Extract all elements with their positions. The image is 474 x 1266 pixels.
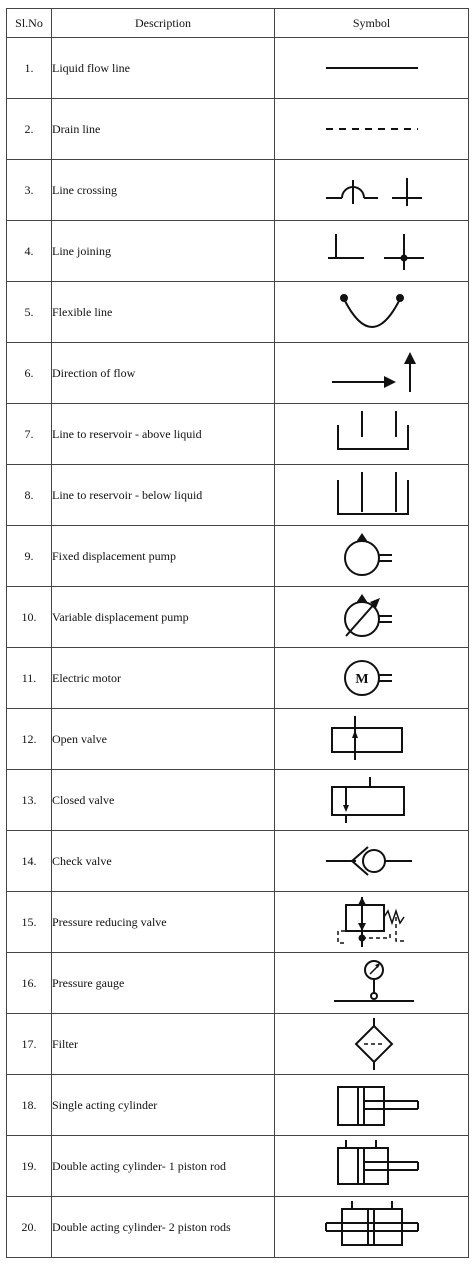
row-description: Line crossing bbox=[52, 160, 275, 221]
row-symbol bbox=[275, 99, 469, 160]
table-row bbox=[7, 892, 469, 953]
row-number: 1. bbox=[7, 38, 52, 99]
double-acting-cylinder-1-rod-icon bbox=[312, 1140, 432, 1192]
flexible-line-icon bbox=[312, 287, 432, 337]
row-description: Variable displacement pump bbox=[52, 587, 275, 648]
row-symbol bbox=[275, 953, 469, 1014]
table-row bbox=[7, 648, 469, 709]
row-symbol bbox=[275, 38, 469, 99]
row-number: 8. bbox=[7, 465, 52, 526]
direction-of-flow-icon bbox=[312, 348, 432, 398]
row-number: 9. bbox=[7, 526, 52, 587]
row-description: Pressure reducing valve bbox=[52, 892, 275, 953]
row-description: Fixed displacement pump bbox=[52, 526, 275, 587]
reservoir-above-liquid-icon bbox=[312, 409, 432, 459]
row-description: Open valve bbox=[52, 709, 275, 770]
row-description: Liquid flow line bbox=[52, 38, 275, 99]
table-row bbox=[7, 1014, 469, 1075]
table-row bbox=[7, 404, 469, 465]
table-row bbox=[7, 953, 469, 1014]
header-sl-no: Sl.No bbox=[7, 9, 52, 38]
row-description: Line joining bbox=[52, 221, 275, 282]
table-row bbox=[7, 770, 469, 831]
row-symbol bbox=[275, 587, 469, 648]
row-description: Line to reservoir - above liquid bbox=[52, 404, 275, 465]
row-symbol bbox=[275, 1136, 469, 1197]
row-symbol bbox=[275, 1197, 469, 1258]
row-number: 16. bbox=[7, 953, 52, 1014]
variable-displacement-pump-icon bbox=[312, 590, 432, 644]
line-crossing-icon bbox=[312, 170, 432, 210]
row-symbol bbox=[275, 526, 469, 587]
electric-motor-icon bbox=[312, 656, 432, 700]
header-description: Description bbox=[52, 9, 275, 38]
row-number: 14. bbox=[7, 831, 52, 892]
table-row bbox=[7, 587, 469, 648]
table-row bbox=[7, 1136, 469, 1197]
row-number: 15. bbox=[7, 892, 52, 953]
row-number: 6. bbox=[7, 343, 52, 404]
table-row bbox=[7, 526, 469, 587]
row-symbol bbox=[275, 648, 469, 709]
row-number: 12. bbox=[7, 709, 52, 770]
row-description: Filter bbox=[52, 1014, 275, 1075]
drain-line-icon bbox=[312, 119, 432, 139]
row-description: Electric motor bbox=[52, 648, 275, 709]
row-symbol bbox=[275, 160, 469, 221]
row-symbol bbox=[275, 465, 469, 526]
table-row bbox=[7, 465, 469, 526]
row-symbol bbox=[275, 770, 469, 831]
table-row bbox=[7, 343, 469, 404]
row-number: 4. bbox=[7, 221, 52, 282]
reservoir-below-liquid-icon bbox=[312, 470, 432, 520]
row-description: Flexible line bbox=[52, 282, 275, 343]
open-valve-icon bbox=[312, 714, 432, 764]
table-row bbox=[7, 38, 469, 99]
table-row bbox=[7, 160, 469, 221]
liquid-flow-line-icon bbox=[312, 58, 432, 78]
filter-icon bbox=[312, 1018, 432, 1070]
row-description: Drain line bbox=[52, 99, 275, 160]
row-symbol bbox=[275, 343, 469, 404]
table-row bbox=[7, 282, 469, 343]
table-row bbox=[7, 831, 469, 892]
row-description: Double acting cylinder- 1 piston rod bbox=[52, 1136, 275, 1197]
row-symbol bbox=[275, 1075, 469, 1136]
row-description: Single acting cylinder bbox=[52, 1075, 275, 1136]
row-symbol bbox=[275, 1014, 469, 1075]
row-number: 20. bbox=[7, 1197, 52, 1258]
table-header-row bbox=[7, 9, 469, 38]
table-row bbox=[7, 1075, 469, 1136]
row-symbol bbox=[275, 404, 469, 465]
table-row bbox=[7, 1197, 469, 1258]
row-description: Check valve bbox=[52, 831, 275, 892]
motor-label: M bbox=[354, 672, 369, 687]
row-number: 3. bbox=[7, 160, 52, 221]
closed-valve-icon bbox=[312, 775, 432, 825]
row-description: Direction of flow bbox=[52, 343, 275, 404]
table-row bbox=[7, 709, 469, 770]
row-number: 2. bbox=[7, 99, 52, 160]
line-joining-icon bbox=[312, 228, 432, 274]
table-row bbox=[7, 221, 469, 282]
row-number: 13. bbox=[7, 770, 52, 831]
row-number: 7. bbox=[7, 404, 52, 465]
row-symbol bbox=[275, 831, 469, 892]
row-description: Closed valve bbox=[52, 770, 275, 831]
row-symbol bbox=[275, 709, 469, 770]
table-row bbox=[7, 99, 469, 160]
fixed-displacement-pump-icon bbox=[312, 529, 432, 583]
row-number: 17. bbox=[7, 1014, 52, 1075]
check-valve-icon bbox=[312, 841, 432, 881]
pressure-reducing-valve-icon bbox=[312, 893, 432, 951]
single-acting-cylinder-icon bbox=[312, 1079, 432, 1131]
row-description: Double acting cylinder- 2 piston rods bbox=[52, 1197, 275, 1258]
double-acting-cylinder-2-rods-icon bbox=[312, 1199, 432, 1255]
row-symbol bbox=[275, 282, 469, 343]
row-symbol bbox=[275, 221, 469, 282]
row-number: 19. bbox=[7, 1136, 52, 1197]
row-number: 11. bbox=[7, 648, 52, 709]
row-description: Line to reservoir - below liquid bbox=[52, 465, 275, 526]
header-symbol: Symbol bbox=[275, 9, 469, 38]
pressure-gauge-icon bbox=[312, 957, 432, 1009]
row-description: Pressure gauge bbox=[52, 953, 275, 1014]
row-number: 5. bbox=[7, 282, 52, 343]
row-symbol bbox=[275, 892, 469, 953]
row-number: 10. bbox=[7, 587, 52, 648]
row-number: 18. bbox=[7, 1075, 52, 1136]
hydraulic-symbols-table bbox=[6, 8, 469, 1258]
